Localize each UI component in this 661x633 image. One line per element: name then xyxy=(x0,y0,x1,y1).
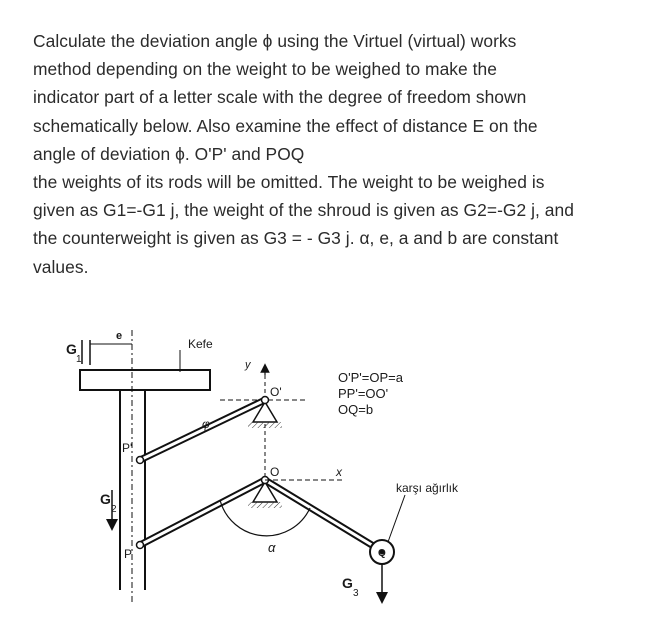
problem-line: Calculate the deviation angle ϕ using the Virtuel (virtual) works xyxy=(33,31,517,51)
p-label: P xyxy=(124,547,133,561)
scale-pan xyxy=(80,370,210,390)
problem-line: method depending on the weight to be weighed to make the xyxy=(33,59,497,80)
problem-statement xyxy=(33,27,633,281)
problem-line: values. xyxy=(33,256,89,277)
mechanism-diagram xyxy=(60,320,520,620)
q-label: Q xyxy=(378,548,386,559)
bar-o-q-inner xyxy=(265,480,380,550)
g3-subscript: 3 xyxy=(353,588,359,599)
problem-line: indicator part of a letter scale with the degree of freedom shown xyxy=(33,87,527,108)
pprime-label: P' xyxy=(122,441,133,455)
bar-p-o-inner xyxy=(140,480,265,545)
ground-oprime xyxy=(248,422,282,428)
problem-line: given as G1=-G1 j, the weight of the shroud is given as G2=-G2 j, and xyxy=(33,200,574,221)
y-label: y xyxy=(245,359,251,371)
relation-2: PP'=OO' xyxy=(338,386,389,401)
o-label: O xyxy=(270,465,280,479)
problem-line: the weights of its rods will be omitted. The weight to be weighed is xyxy=(33,172,545,193)
counterweight-leader xyxy=(388,495,405,542)
oprime-label: O' xyxy=(270,385,282,399)
g1-label: G xyxy=(66,341,77,357)
g2-label: G xyxy=(100,491,111,507)
alpha-label: α xyxy=(268,540,276,555)
relation-3: OQ=b xyxy=(338,402,374,417)
kefe-label: Kefe xyxy=(188,337,213,351)
pin-pprime xyxy=(137,457,144,464)
g3-label: G xyxy=(342,575,353,591)
e-label: e xyxy=(116,330,123,342)
relation-1: O'P'=OP=a xyxy=(338,370,403,385)
ground-o xyxy=(248,502,282,508)
g1-subscript: 1 xyxy=(76,354,82,365)
problem-line: schematically below. Also examine the effect of distance E on the xyxy=(33,115,538,136)
problem-line: angle of deviation ϕ. O'P' and POQ xyxy=(33,143,305,164)
x-label: x xyxy=(336,465,342,479)
g2-subscript: 2 xyxy=(111,504,117,515)
mechanism-figure xyxy=(60,320,520,620)
counterweight-label: karşı ağırlık xyxy=(396,481,459,495)
phi-label: φ xyxy=(202,417,210,431)
pin-oprime xyxy=(262,397,269,404)
pin-p xyxy=(137,542,144,549)
problem-line: the counterweight is given as G3 = - G3 j. α, e, a and b are constant xyxy=(33,228,559,249)
